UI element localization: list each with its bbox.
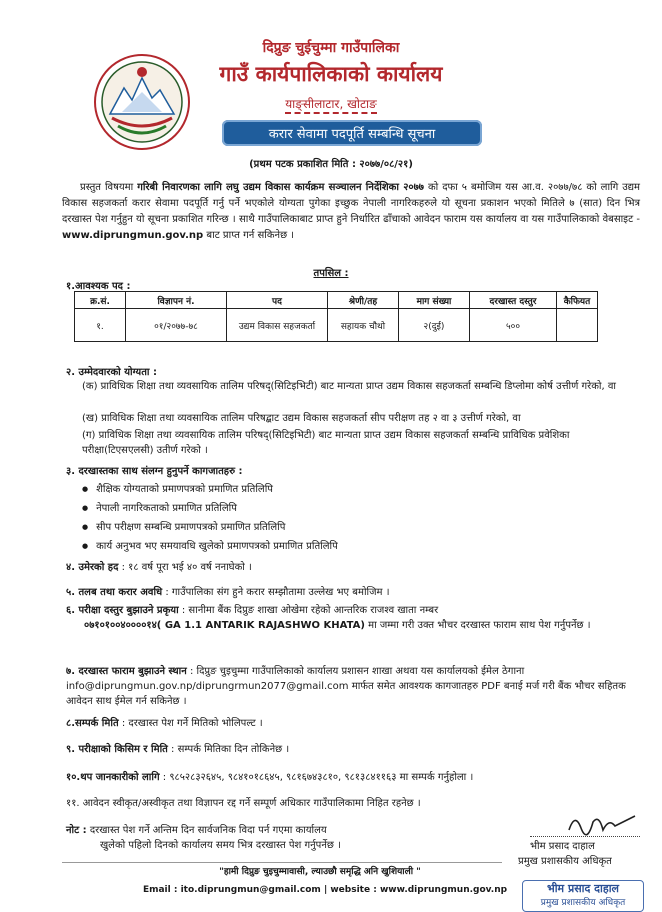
footer-slogan: "हामी दिप्रुङ चुइचुम्मावासी, ल्याउछौ समृद्धि अनि खुशियाली " [219, 867, 421, 877]
col-sn: क्र.सं. [75, 292, 126, 309]
col-count: माग संख्या [399, 292, 470, 309]
org-address: याङ्सीलाटार, खोटाङ [0, 95, 662, 112]
contact-date: ८.सम्पर्क मिति : दरखास्त पेश गर्ने मितिको भोलिपल्ट । [66, 718, 263, 729]
salary-term: ५. तलब तथा करार अवधि : गाउँपालिका संग हुने करार सम्झौतामा उल्लेख भए बमोजिम । [66, 587, 390, 598]
section1-title: १.आवश्यक पद : [66, 281, 131, 292]
qualification-b: (ख) प्राविधिक शिक्षा तथा व्यवसायिक तालिम परिषद्बाट उद्यम विकास सहजकर्ता सीप परीक्षण तह २ वा ३ उत्तीर्ण गरेको, वा [82, 413, 521, 424]
footer-contact: Email : ito.diprungmun@gmail.com | website : www.diprungmun.gov.np [142, 885, 508, 895]
qualification-a: (क) प्राविधिक शिक्षा तथा व्यवसायिक तालिम परिषद्(सिटिइभिटी) बाट मान्यता प्राप्त उद्यम विकास सहजकर्ता सम्बन्धि डिप्लोमा कोर्ष उत्तीर्ण गरेको, वा [82, 381, 616, 392]
col-post: पद [227, 292, 328, 309]
vacancy-table [74, 291, 598, 342]
signatory-name: भीम प्रसाद दाहाल [530, 841, 595, 852]
footer-divider [62, 862, 502, 863]
section3-title: ३. दरखास्तका साथ संलग्न हुनुपर्ने कागजातहरु : [66, 466, 243, 477]
published-date: (प्रथम पटक प्रकाशित मिति : २०७७/०८/२१) [249, 159, 413, 170]
org-name-line2: गाउँ कार्यपालिकाको कार्यालय [219, 62, 443, 86]
website-link[interactable]: www.diprungmun.gov.np [62, 230, 204, 241]
notice-title-banner: करार सेवामा पदपूर्ति सम्बन्धि सूचना [222, 120, 482, 146]
table-header-row [75, 292, 598, 309]
tapsil-heading: तपसिल : [313, 268, 349, 279]
email-links[interactable]: info@diprungmun.gov.np/diprungrmun2077@gmail.com [66, 681, 349, 692]
footer-website-link[interactable]: www.diprungmun.gov.np [379, 885, 508, 895]
document-item: ● नेपाली नागरिकताको प्रमाणित प्रतिलिपि [82, 500, 237, 514]
document-item: ● सीप परीक्षण सम्बन्धि प्रमाणपत्रको प्रमाणित प्रतिलिपि [82, 519, 285, 533]
org-name-line1: दिप्रुङ चुईचुम्मा गाउँपालिका [262, 40, 400, 56]
footer-email-link[interactable]: ito.diprungmun@gmail.com [180, 885, 321, 895]
col-fee: दरखास्त दस्तुर [470, 292, 557, 309]
table-row: १. ०१/२०७७-७८ उद्यम विकास सहजकर्ता सहायक चौथो २(दुई) ५०० [75, 309, 598, 342]
document-item: ● शैक्षिक योग्यताको प्रमाणपत्रको प्रमाणित प्रतिलिपि [82, 481, 273, 495]
note: नोट : दरखास्त पेश गर्ने अन्तिम दिन सार्वजनिक विदा पर्न गएमा कार्यालय खुलेको पहिलो दिनको कार्यालय समय भित्र दरखास्त पेश गर्नुपर्नेछ । [66, 825, 341, 851]
age-limit: ४. उमेरको हद : १८ वर्ष पूरा भई ४० वर्ष ननाघेको । [66, 562, 252, 573]
intro-paragraph: प्रस्तुत विषयमा गरिबी निवारणका लागि लघु उद्यम विकास कार्यक्रम सञ्चालन निर्देशिका २०७७ को दफा ५ बमोजिम यस आ.व. २०७७/७८ को लागि उद्यम विकास सहजकर्ता करार सेवामा पदपूर्ति गर्नु पर्ने भएकोले योग्यता पुगेका इच्छुक नेपाली नागरिकहरुले यो सूचना प्रकाशन भएको मितिले ७ (सात) दिन भित्र दरखास्त पेश गर्नुहुन यो सूचना प्रकाशित गरिन्छ । साथै गाउँपालिकाबाट प्राप्त हुने निर्धारित ढाँचाको आवेदन फाराम यस कार्यालय वा यस गाउँपालिकाको वेबसाइट - www.diprungmun.gov.np बाट प्राप्त गर्न सकिनेछ । [62, 182, 640, 241]
document-item: ● कार्य अनुभव भए समयावधि खुलेको प्रमाणपत्रको प्रमाणित प्रतिलिपि [82, 538, 338, 552]
signature-line [530, 836, 640, 837]
more-info-phones: १०.थप जानकारीको लागि : ९८५२८३२६४५, ९८४१०१८६४५, ९८१६७४३८१०, ९८१३८४११६३ मा सम्पर्क गर्नुहोला । [66, 772, 474, 783]
qualification-c: (ग) प्राविधिक शिक्षा तथा व्यवसायिक तालिम परिषद्(सिटिइभिटी) बाट मान्यता प्राप्त उद्यम विकास सहजकर्ता सम्बन्धि प्राविधिक प्रवेशिका परीक्षा(टिएसएलसी) उतीर्ण गरेको । [82, 430, 570, 456]
submission-place: ७. दरखास्त फाराम बुझाउने स्थान : दिप्रुङ चुइचुम्मा गाउँपालिकाको कार्यालय प्रशासन शाखा अथवा यस कार्यालयको ईमेल ठेगाना info@diprungmun.gov.np/diprungrmun2077@gmail.com मार्फत समेत आवश्यक कागजातहरु PDF बनाई मर्ज गरी बैंक भौचर सहितक आवेदन साथ ईमेल गर्न सकिनेछ । [66, 666, 626, 707]
col-level: श्रेणी/तह [328, 292, 399, 309]
exam-type-date: ९. परीक्षाको किसिम र मिति : सम्पर्क मितिका दिन तोकिनेछ । [66, 744, 290, 755]
col-remarks: कैफियत [557, 292, 598, 309]
official-stamp: भीम प्रसाद दाहाल प्रमुख प्रशासकीय अधिकृत [522, 880, 644, 912]
rights-clause: ११. आवेदन स्वीकृत/अस्वीकृत तथा विज्ञापन रद्द गर्ने सम्पूर्ण अधिकार गाउँपालिकामा निहित रहनेछ । [66, 798, 421, 809]
col-ad-no: विज्ञापन नं. [126, 292, 227, 309]
fee-process: ६. परीक्षा दस्तुर बुझाउने प्रकृया : सानीमा बैंक दिप्रुङ शाखा ओखेमा रहेको आन्तरिक राजश्व खाता नम्बर ०७१०१००४००००१४( GA 1.1 ANTARIK RAJASHWO KHATA) मा जम्मा गरी उक्त भौचर दरखास्त फाराम साथ पेश गर्नुपर्नेछ । [66, 605, 591, 631]
signatory-title: प्रमुख प्रशासकीय अधिकृत [518, 856, 612, 867]
section2-title: २. उम्मेदवारको योग्यता : [66, 367, 158, 378]
